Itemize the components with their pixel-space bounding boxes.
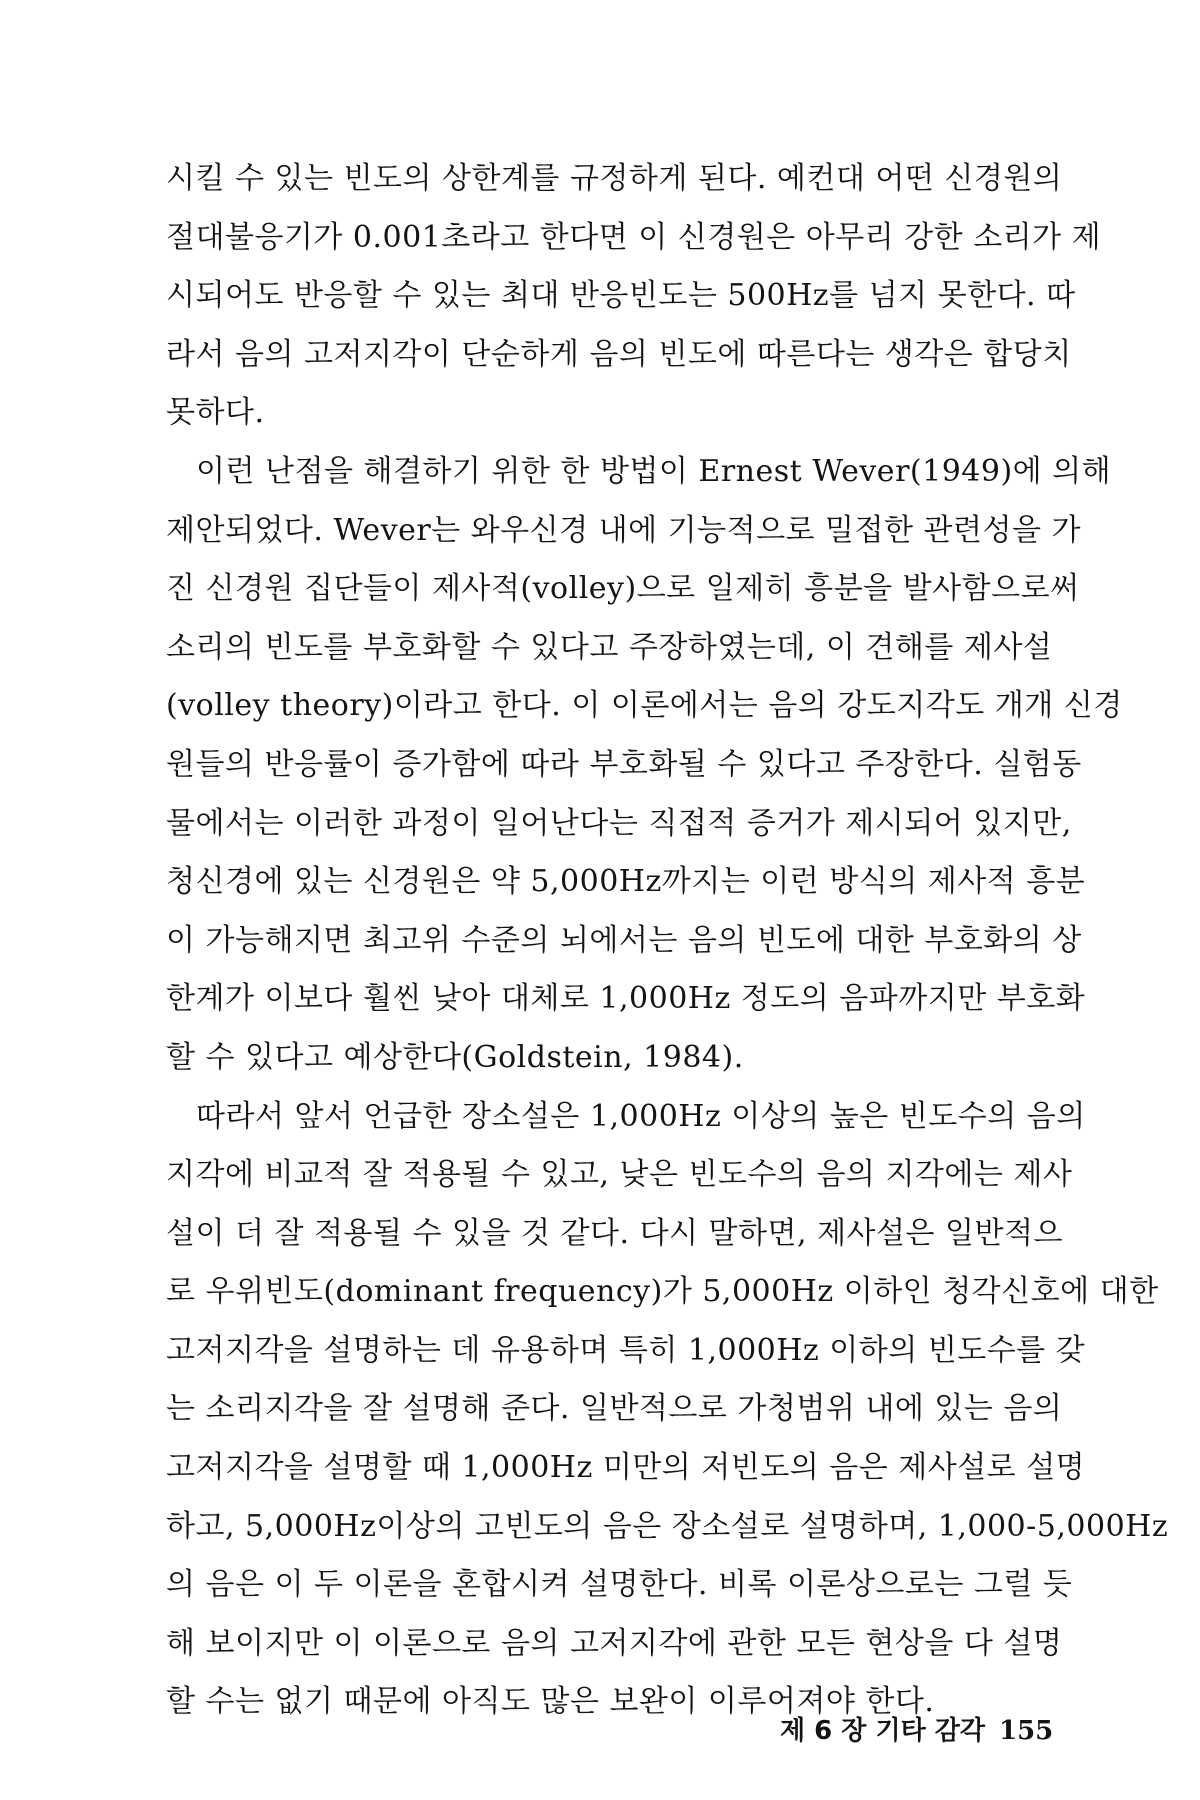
text-line: 고저지각을 설명할 때 1,000Hz 미만의 저빈도의 음은 제사설로 설명 [166, 1450, 1086, 1486]
text-line: 로 우위빈도(dominant frequency)가 5,000Hz 이하인 청각신호에 대한 [166, 1274, 1159, 1310]
text-line: 지각에 비교적 잘 적용될 수 있고, 낮은 빈도수의 음의 지각에는 제사 [166, 1157, 1073, 1193]
text-line: 할 수 있다고 예상한다(Goldstein, 1984). [166, 1039, 744, 1075]
text-line: 소리의 빈도를 부호화할 수 있다고 주장하였는데, 이 견해를 제사설 [166, 629, 1053, 665]
text-line: (volley theory)이라고 한다. 이 이론에서는 음의 강도지각도 개개 신경 [166, 688, 1123, 724]
text-line: 할 수는 없기 때문에 아직도 많은 보완이 이루어져야 한다. [166, 1684, 935, 1720]
text-line: 못하다. [166, 395, 265, 431]
text-line: 진 신경원 집단들이 제사적(volley)으로 일제히 흥분을 발사함으로써 [166, 571, 1080, 607]
text-line: 시킬 수 있는 빈도의 상한계를 규정하게 된다. 예컨대 어떤 신경원의 [166, 161, 1063, 196]
text-line: 따라서 앞서 언급한 장소설은 1,000Hz 이상의 높은 빈도수의 음의 [196, 1098, 1086, 1134]
text-line: 물에서는 이러한 과정이 일어난다는 직접적 증거가 제시되어 있지만, [166, 805, 1072, 841]
page-footer [780, 1710, 1054, 1747]
text-line: 이 가능해지면 최고위 수준의 뇌에서는 음의 빈도에 대한 부호화의 상 [166, 922, 1082, 958]
text-line: 절대불응기가 0.001초라고 한다면 이 신경원은 아무리 강한 소리가 제 [166, 219, 1102, 255]
text-line: 설이 더 잘 적용될 수 있을 것 같다. 다시 말하면, 제사설은 일반적으 [166, 1215, 1063, 1251]
text-line: 라서 음의 고저지각이 단순하게 음의 빈도에 따른다는 생각은 합당치 [166, 336, 1072, 372]
text-line: 시되어도 반응할 수 있는 최대 반응빈도는 500Hz를 넘지 못한다. 따 [166, 278, 1076, 314]
page-number: 155 [999, 1716, 1054, 1746]
text-line: 원들의 반응률이 증가함에 따라 부호화될 수 있다고 주장한다. 실험동 [166, 746, 1082, 782]
text-line: 해 보이지만 이 이론으로 음의 고저지각에 관한 모든 현상을 다 설명 [166, 1625, 1063, 1661]
text-line: 이런 난점을 해결하기 위한 한 방법이 Ernest Wever(1949)에 의해 [196, 453, 1112, 489]
text-line: 고저지각을 설명하는 데 유용하며 특히 1,000Hz 이하의 빈도수를 갖 [166, 1332, 1086, 1368]
text-line: 의 음은 이 두 이론을 혼합시켜 설명한다. 비록 이론상으로는 그럴 듯 [166, 1567, 1073, 1603]
text-line: 한계가 이보다 훨씬 낮아 대체로 1,000Hz 정도의 음파까지만 부호화 [166, 981, 1086, 1017]
text-line: 제안되었다. Wever는 와우신경 내에 기능적으로 밀접한 관련성을 가 [166, 512, 1081, 548]
text-line: 는 소리지각을 잘 설명해 준다. 일반적으로 가청범위 내에 있는 음의 [166, 1391, 1063, 1427]
chapter-title: 제 6 장 기타 감각 [780, 1716, 985, 1746]
text-line: 하고, 5,000Hz이상의 고빈도의 음은 장소설로 설명하며, 1,000-5,000Hz [166, 1508, 1169, 1544]
text-line: 청신경에 있는 신경원은 약 5,000Hz까지는 이런 방식의 제사적 흥분 [166, 864, 1086, 900]
